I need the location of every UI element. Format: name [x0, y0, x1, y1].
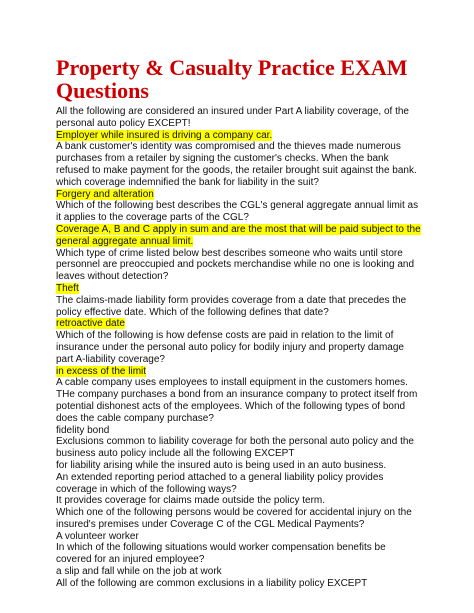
question-text: Which of the following is how defense costs are paid in relation to the limit of insurance under the personal auto policy for bodily injury and property damage part A-liability coverage?: [56, 330, 404, 365]
answer-line: [56, 130, 422, 142]
question-text: All the following are considered an insured under Part A liability coverage, of the personal auto policy EXCEPT!: [56, 106, 409, 129]
question-text: In which of the following situations would worker compensation benefits be covered for an injured employee?: [56, 542, 386, 566]
answer-line: [56, 566, 422, 578]
answer-line: [56, 425, 422, 437]
qa-list: [56, 106, 422, 590]
answer-text: It provides coverage for claims made outside the policy term.: [56, 495, 326, 507]
answer-line: [56, 366, 422, 378]
answer-line: [56, 224, 422, 248]
answer-line: [56, 283, 422, 295]
answer-line: [56, 460, 422, 472]
question-text: A cable company uses employees to install equipment in the customers homes. THe company purchases a bond from an insurance company to protect itself from potential dishonest acts of the employees. Which of the following types of bond does the cable company purchase?: [56, 377, 418, 424]
page-title: Property & Casualty Practice EXAM Questions: [56, 55, 408, 103]
question-text: The claims-made liability form provides coverage from a date that precedes the policy effective date. Which of the following defines that date?: [56, 294, 407, 318]
highlighted-answer: Employer while insured is driving a company car.: [56, 129, 273, 141]
question-text: An extended reporting period attached to a general liability policy provides coverage in which of the following ways?: [56, 471, 384, 495]
highlighted-answer: in excess of the limit: [56, 365, 147, 377]
question-text: Which of the following best describes the CGL's general aggregate annual limit as it applies to the coverage parts of the CGL?: [56, 200, 419, 224]
answer-text: fidelity bond: [56, 424, 110, 436]
highlighted-answer: Theft: [56, 282, 79, 294]
answer-text: A volunteer worker: [56, 530, 139, 542]
highlighted-answer: retroactive date: [56, 318, 125, 330]
answer-line: [56, 318, 422, 330]
question-text: Exclusions common to liability coverage for both the personal auto policy and the business auto policy include all the following EXCEPT: [56, 436, 414, 460]
question-text: All of the following are common exclusions in a liability policy EXCEPT: [56, 577, 368, 589]
answer-line: [56, 495, 422, 507]
answer-line: [56, 189, 422, 201]
question-text: Which type of crime listed below best describes someone who waits until store personnel are preoccupied and pockets merchandise while no one is looking and leaves without detection?: [56, 247, 415, 283]
highlighted-answer: Coverage A, B and C apply in sum and are the most that will be paid subject to the general aggregate annual limit.: [56, 223, 421, 247]
answer-text: for liability arising while the insured auto is being used in an auto business.: [56, 459, 387, 471]
highlighted-answer: Forgery and alteration: [56, 188, 154, 200]
question-text: A bank customer's identity was compromised and the thieves made numerous purchases from a retailer by signing the customer's checks. When the bank refused to make payment for the goods, the retailer brought suit against the bank. which coverage indemnified the bank for liability in the suit?: [56, 141, 417, 188]
answer-text: a slip and fall while on the job at work: [56, 566, 222, 578]
answer-line: [56, 531, 422, 543]
question-text: Which one of the following persons would be covered for accidental injury on the insured's premises under Coverage C of the CGL Medical Payments?: [56, 507, 412, 530]
